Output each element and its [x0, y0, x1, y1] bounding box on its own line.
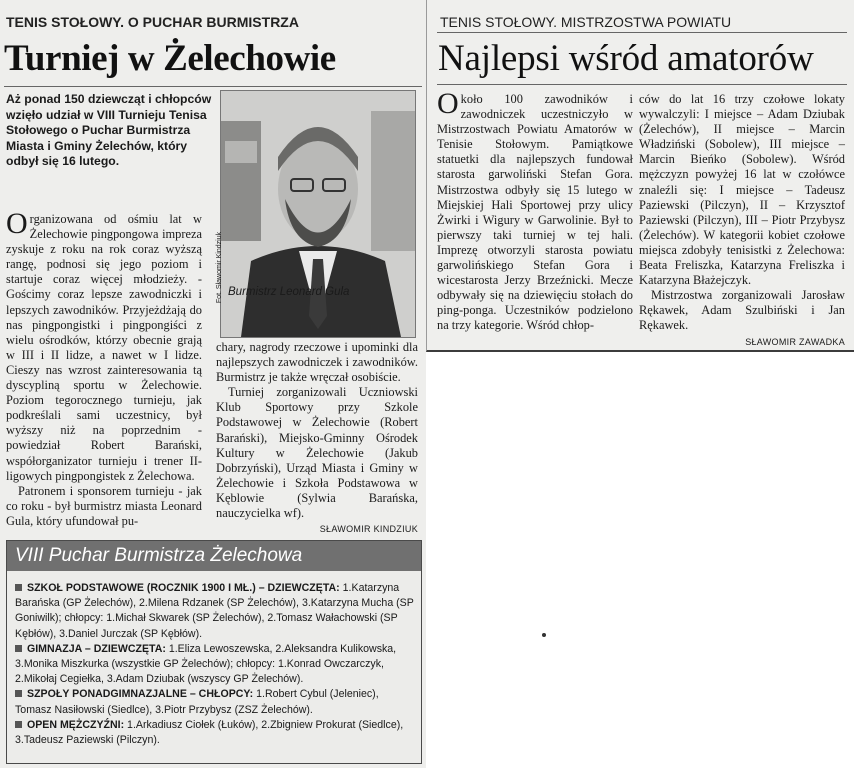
headline: Najlepsi wśród amatorów — [438, 38, 814, 79]
speck-mark — [542, 633, 546, 637]
results-entry: SZPOŁY PONADGIMNAZJALNE – CHŁOPCY: 1.Robert Cybul (Jeleniec), Tomasz Nasiłowski (Siedlce), 3.Piotr Przybysz (ZSZ Żelechów). — [15, 688, 379, 716]
article-column-1 — [6, 207, 202, 529]
kicker-rule — [437, 32, 847, 33]
results-list — [15, 581, 415, 748]
results-box-title: VIII Puchar Burmistrza Żelechowa — [15, 545, 303, 566]
results-entry: GIMNAZJA – DZIEWCZĘTA: 1.Eliza Lewoszewska, 2.Aleksandra Kulikowska, 3.Monika Miszkurka (wszystkie GP Żelechów); chłopcy: 1.Konrad Owczarczyk, 2.Mikołaj Cegiełka, 3.Adam Dziubak (wszyscy GP Żelechów). — [15, 642, 397, 686]
results-entry: OPEN MĘŻCZYŹNI: 1.Arkadiusz Ciołek (Łuków), 2.Zbigniew Prokurat (Siedlce), 3.Tadeusz Paziewski (Pilczyn). — [15, 718, 404, 747]
paragraph: Patronem i sponsorem turnieju - jak co roku - był burmistrz miasta Leonard Gula, który ufundował pu- — [6, 483, 202, 528]
article-column-2 — [216, 340, 418, 537]
article-column-2 — [639, 92, 845, 350]
paragraph: chary, nagrody rzeczowe i upominki dla najlepszych zawodniczek i zawodników. Burmistrz je także wręczał osobiście. — [216, 340, 418, 385]
photo-burmistrz — [220, 90, 416, 338]
article-column-1 — [437, 87, 633, 334]
headline-rule — [437, 84, 847, 85]
results-entry: SZKOŁ PODSTAWOWE (ROCZNIK 1900 I MŁ.) – DZIEWCZĘTA: 1.Katarzyna Barańska (GP Żelechów), 2.Milena Rdzanek (SP Żelechów), 3.Katarzyna Mucha (SP Goniwilk); chłopcy: 1.Michał Skwarek (SP Żelechów), 2.Tomasz Wałachowski (SP Kębłów), 3.Daniel Jurczak (SP Kębłów). — [15, 582, 414, 640]
bullet-square-icon — [15, 690, 22, 697]
photo-caption: Burmistrz Leonard Gula — [228, 286, 350, 298]
section-kicker: TENIS STOŁOWY. MISTRZOSTWA POWIATU — [440, 14, 732, 30]
paragraph: ców do lat 16 trzy czołowe lokaty wywalczyli: I miejsce – Adam Dziubak (Żelechów), II miejsce – Marcin Władziński (Sobolew), III miejsce – Marcin Bieńko (Sobolew). Wśród mężczyzn powyżej 16 lat w czołówce znaleźli się: I miejsce – Tadeusz Paziewski (Pilczyn), II – Krzysztof Paziewski (Pilczyn), III – Piotr Przybysz (Żelechów). W kategorii kobiet czołowe miejsca zdobyły tenisistki z Żelechowa: Beata Freliszka, Katarzyna Freliszka i Katarzyna Błażejczyk. — [639, 92, 845, 288]
results-box — [6, 540, 422, 764]
paragraph: Organizowana od ośmiu lat w Żelechowie pingpongowa impreza zyskuje z roku na rok coraz wyższą rangę, podnosi się jego poziom i startuje coraz więcej młodzieży. - Gościmy coraz lepsze zawodniczki i lepszych zawodników. Przyjeżdżają do nas pingpongistki i pingpongiści z wielu ośrodków, którzy obecnie grają w III i II lidze, a nawet w I lidze. Cieszy nas wzrost zainteresowania tą dyscypliną sportu w Żelechowie. Poziom tegorocznego turnieju, jak podkreślali sami uczestnicy, był wyższy niż na poprzednim - powiedział Robert Barański, współorganizator turnieju i trener II-ligowych pingpongistek z Żelechowa. — [6, 207, 202, 483]
bullet-square-icon — [15, 584, 22, 591]
section-kicker: TENIS STOŁOWY. O PUCHAR BURMISTRZA — [6, 14, 299, 30]
byline: SŁAWOMIR ZAWADKA — [745, 336, 845, 347]
byline: SŁAWOMIR KINDZIUK — [319, 524, 418, 535]
bullet-square-icon — [15, 721, 22, 728]
lead-paragraph: Aż ponad 150 dziewcząt i chłopców wzięło udział w VIII Turnieju Tenisa Stołowego o Puchar Burmistrza Miasta i Gminy Żelechów, który odbył się 16 lutego. — [6, 92, 212, 169]
headline-rule — [4, 86, 422, 87]
headline: Turniej w Żelechowie — [4, 38, 336, 79]
photo-credit: Fot. Sławomir Kindziuk — [216, 231, 224, 304]
paragraph: Turniej zorganizowali Uczniowski Klub Sportowy przy Szkole Podstawowej w Żelechowie (Robert Barański), Miejsko-Gminny Ośrodek Kultury w Żelechowie (Jakub Dobrzyński), Urząd Miasta i Gminy w Żelechowie i Szkoła Podstawowa w Kęblowie (Sylwia Barańska, nauczycielka wf). — [216, 385, 418, 521]
paragraph: Około 100 zawodników i zawodniczek uczestniczyło w Mistrzostwach Powiatu Amatorów w Tenisie Stołowym. Pamiątkowe statuetki dla najlepszych fundował starosta garwoliński Stefan Gora. Mistrzostwa odbyły się 15 lutego w Miejskiej Hali Sportowej przy ulicy Żwirki i Wigury w Garwolinie. Był to pierwszy taki turniej w tej hali. Imprezę otworzyli starosta powiatu garwolińskiego Stefan Gora i wicestarosta Jerzy Brzeźnicki. Mecze odbywały się na dziewięciu stołach do ping-ponga. Uczestników podzielono na trzy kategorie. Wśród chłop- — [437, 87, 633, 333]
results-box-header — [7, 541, 421, 571]
article-clipping-turniej — [0, 0, 426, 768]
portrait-illustration — [221, 91, 415, 337]
bullet-square-icon — [15, 645, 22, 652]
paragraph: Mistrzostwa zorganizowali Jarosław Rękawek, Adam Szulbiński i Jan Rękawek. — [639, 288, 845, 333]
